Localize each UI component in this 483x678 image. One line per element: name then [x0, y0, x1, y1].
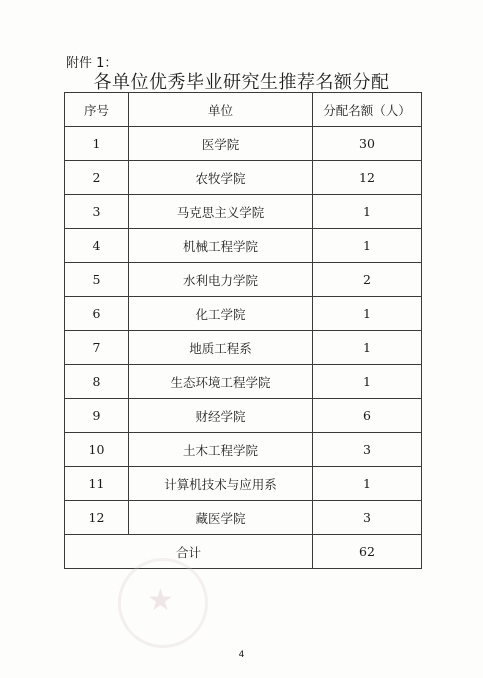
- table-row: [65, 297, 422, 331]
- row-unit-cell: 化工学院: [129, 297, 313, 331]
- header-cell-number: 序号: [65, 93, 129, 127]
- row-count-cell: 2: [313, 263, 422, 297]
- row-number-cell: 4: [65, 229, 129, 263]
- row-unit-cell: 农牧学院: [129, 161, 313, 195]
- table-row: [65, 365, 422, 399]
- row-unit-cell: 地质工程系: [129, 331, 313, 365]
- row-unit-cell: 计算机技术与应用系: [129, 467, 313, 501]
- row-unit-cell: 医学院: [129, 127, 313, 161]
- row-count-cell: 1: [313, 195, 422, 229]
- table-row: [65, 127, 422, 161]
- row-count-cell: 1: [313, 229, 422, 263]
- row-number-cell: 11: [65, 467, 129, 501]
- table-row: [65, 467, 422, 501]
- row-count-cell: 3: [313, 433, 422, 467]
- row-number-cell: 12: [65, 501, 129, 535]
- row-count-cell: 1: [313, 365, 422, 399]
- row-unit-cell: 生态环境工程学院: [129, 365, 313, 399]
- table-row: [65, 263, 422, 297]
- row-unit-cell: 水利电力学院: [129, 263, 313, 297]
- table-row: [65, 229, 422, 263]
- row-unit-cell: 机械工程学院: [129, 229, 313, 263]
- row-unit-cell: 土木工程学院: [129, 433, 313, 467]
- header-cell-count: 分配名额（人）: [313, 93, 422, 127]
- total-value: 62: [313, 535, 422, 569]
- table-row: [65, 195, 422, 229]
- row-count-cell: 30: [313, 127, 422, 161]
- table-row: [65, 433, 422, 467]
- row-unit-cell: 财经学院: [129, 399, 313, 433]
- table-row: [65, 331, 422, 365]
- row-count-cell: 12: [313, 161, 422, 195]
- table-row: [65, 501, 422, 535]
- table-header-row: [65, 93, 422, 127]
- allocation-table: [64, 92, 422, 569]
- header-cell-unit: 单位: [129, 93, 313, 127]
- row-number-cell: 5: [65, 263, 129, 297]
- row-number-cell: 8: [65, 365, 129, 399]
- row-count-cell: 1: [313, 467, 422, 501]
- row-count-cell: 1: [313, 331, 422, 365]
- table-row: [65, 399, 422, 433]
- page-number: 4: [238, 650, 245, 660]
- row-count-cell: 1: [313, 297, 422, 331]
- row-unit-cell: 藏医学院: [129, 501, 313, 535]
- attachment-label: 附件 1：: [66, 56, 118, 71]
- official-seal: [118, 558, 208, 648]
- row-number-cell: 3: [65, 195, 129, 229]
- row-number-cell: 10: [65, 433, 129, 467]
- row-number-cell: 9: [65, 399, 129, 433]
- star-icon: ★: [147, 583, 174, 618]
- total-row: [65, 535, 422, 569]
- row-count-cell: 3: [313, 501, 422, 535]
- document-title: 各单位优秀毕业研究生推荐名额分配: [93, 72, 390, 93]
- total-label: 合计: [65, 535, 313, 569]
- row-number-cell: 7: [65, 331, 129, 365]
- row-number-cell: 6: [65, 297, 129, 331]
- row-count-cell: 6: [313, 399, 422, 433]
- row-unit-cell: 马克思主义学院: [129, 195, 313, 229]
- table-body: [65, 127, 422, 535]
- table-row: [65, 161, 422, 195]
- row-number-cell: 2: [65, 161, 129, 195]
- row-number-cell: 1: [65, 127, 129, 161]
